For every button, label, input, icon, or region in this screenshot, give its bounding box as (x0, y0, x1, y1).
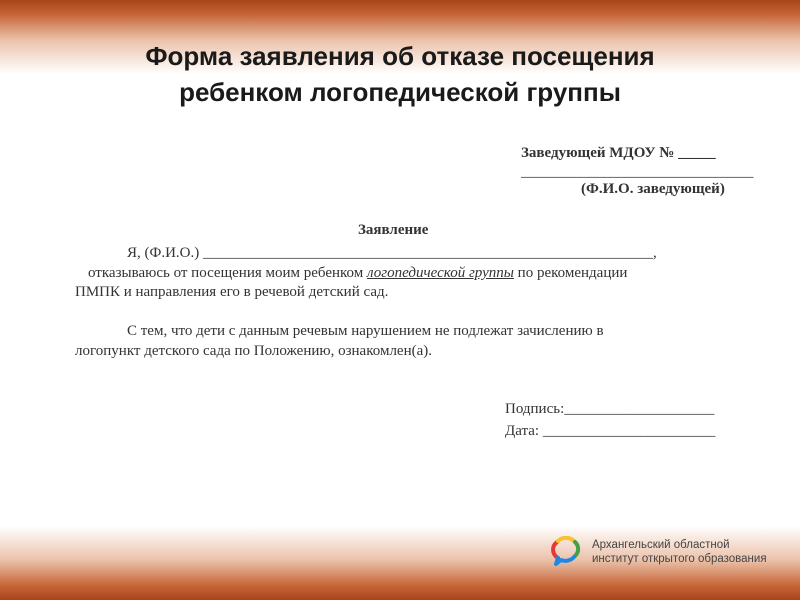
paragraph-1-line-1: Я, (Ф.И.О.) ____________________________________________________________, (127, 245, 657, 261)
paragraph-1-line-3: ПМПК и направления его в речевой детский сад. (75, 284, 389, 300)
date-field: Дата: _______________________ (505, 423, 716, 439)
paragraph-2-line-1: С тем, что дети с данным речевым нарушением не подлежат зачислению в (127, 323, 604, 339)
document-heading: Заявление (358, 222, 429, 238)
logo-arc-red (553, 542, 558, 558)
paragraph-1-line-2 (88, 263, 627, 283)
page-title (0, 38, 800, 110)
title-line-1: Форма заявления об отказе посещения (145, 41, 655, 71)
signature-field: Подпись:____________________ (505, 401, 715, 417)
text-segment: отказываюсь от посещения моим ребенком (88, 265, 368, 281)
logo-arc-blue (556, 557, 574, 564)
addressee-caption: (Ф.И.О. заведующей) (581, 181, 725, 197)
title-line-2: ребенком логопедической группы (179, 77, 621, 107)
org-line-1: Архангельский областной (592, 539, 730, 551)
paragraph-2-line-2: логопункт детского сада по Положению, ознакомлен(а). (75, 343, 433, 359)
text-segment: по рекомендации (513, 265, 628, 281)
organization-name (592, 538, 767, 566)
addressee-name-blank: _______________________________ (521, 164, 754, 180)
org-line-2: институт открытого образования (592, 553, 767, 565)
underlined-term: логопедической группы (367, 265, 514, 281)
speech-bubble-logo-icon (549, 536, 583, 566)
logo-arc-green (575, 542, 578, 556)
logo-arc-yellow (558, 538, 574, 541)
addressee-line: Заведующей МДОУ № _____ (521, 145, 716, 161)
